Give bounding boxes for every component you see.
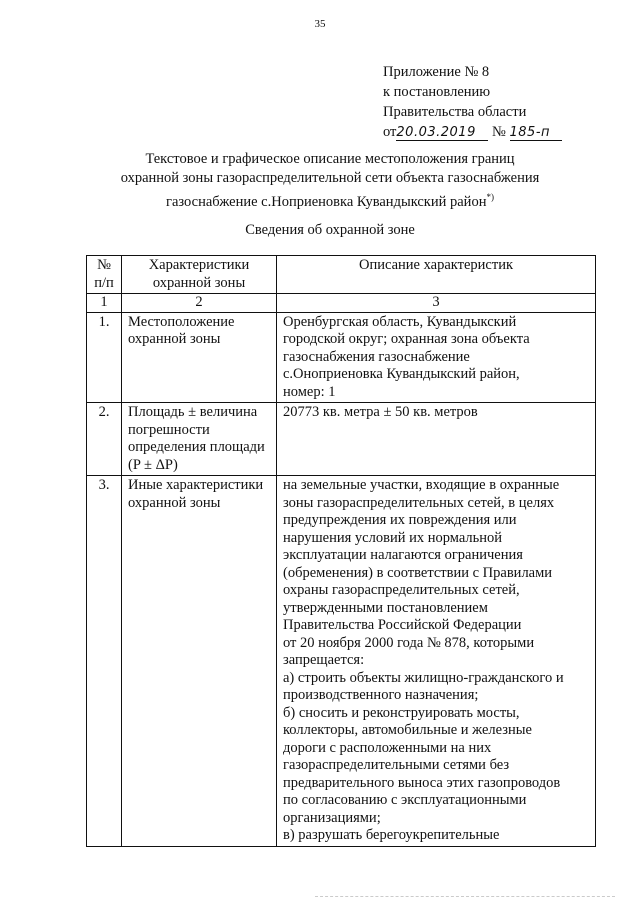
table-header-row [87,256,596,294]
description-line: запрещается: [283,652,365,668]
row-description [277,403,596,476]
appendix-block [383,62,562,142]
header-characteristics: Характеристики охранной зоны [122,256,277,294]
description-line: в) разрушать берегоукрепительные [283,827,500,843]
description-line: Оренбургская область, Кувандыкский [283,313,517,330]
row-num: 3. [87,476,122,847]
index-cell: 3 [277,294,596,313]
description-line: нарушения условий их нормальной [283,529,503,546]
title-line-2: охранной зоны газораспределительной сети объекта газоснабжения [120,170,540,186]
description-line: (обременения) в соответствии с Правилами [283,564,553,581]
header-description: Описание характеристик [277,256,596,294]
description-line: дороги с расположенными на них [283,739,492,756]
date-prefix: от [383,124,397,140]
description-line: Правительства Российской Федерации [283,617,522,633]
description-line: номер: 1 [283,383,336,400]
table-row [87,312,596,403]
appendix-date-line [383,122,562,142]
appendix-line-2: к постановлению [383,84,491,100]
description-line: коллекторы, автомобильные и железные [283,722,532,738]
title-line-3 [90,188,570,212]
description-line: с.Оноприеновка Кувандыкский район, [283,366,520,382]
row-description [277,312,596,403]
index-cell: 2 [122,294,277,313]
document-title [90,150,570,212]
description-line: по согласованию с эксплуатационными [283,792,527,808]
page-number: 35 [314,18,326,30]
description-line: городской округ; охранная зона объекта [283,331,530,347]
table-index-row [87,294,596,313]
description-line: охраны газораспределительных сетей, [283,582,520,598]
description-line: зоны газораспределительных сетей, в целях [283,494,555,511]
description-line: а) строить объекты жилищно-гражданского и [283,669,564,686]
description-line: газораспределительными сетями без [283,757,510,773]
row-characteristic: Иные характеристики охранной зоны [122,476,277,847]
description-line: от 20 ноября 2000 года № 878, которыми [283,634,535,651]
row-characteristic: Площадь ± величина погрешности определения площади (P ± ΔP) [122,403,277,476]
handwritten-number: 185-п [510,126,562,141]
footnote-mark: *) [486,192,494,202]
description-line: предупреждения их повреждения или [283,512,517,528]
row-num: 2. [87,403,122,476]
number-prefix: № [492,124,506,140]
description-line: эксплуатации налагаются ограничения [283,547,523,563]
protection-zone-table [86,255,596,847]
table-row [87,476,596,847]
scan-artifact-rule [315,896,615,897]
header-num: № п/п [87,256,122,294]
description-line: организациями; [283,809,381,826]
index-cell: 1 [87,294,122,313]
section-subtitle: Сведения об охранной зоне [245,222,415,238]
title-line-1: Текстовое и графическое описание местоположения границ [145,151,515,167]
description-line: б) сносить и реконструировать мосты, [283,704,520,721]
description-line: на земельные участки, входящие в охранные [283,477,560,493]
appendix-line-1: Приложение № 8 [383,64,490,80]
handwritten-date: 20.03.2019 [396,126,488,141]
description-line: утвержденными постановлением [283,599,488,616]
row-characteristic: Местоположение охранной зоны [122,312,277,403]
row-num: 1. [87,312,122,403]
title-line-3-text: газоснабжение с.Ноприеновка Кувандыкский район [166,193,487,210]
description-line: 20773 кв. метра ± 50 кв. метров [283,404,478,420]
table-row [87,403,596,476]
appendix-line-3: Правительства области [383,104,527,120]
description-line: газоснабжения газоснабжение [283,348,470,365]
row-description [277,476,596,847]
description-line: предварительного выноса этих газопроводов [283,774,561,791]
description-line: производственного назначения; [283,687,479,703]
